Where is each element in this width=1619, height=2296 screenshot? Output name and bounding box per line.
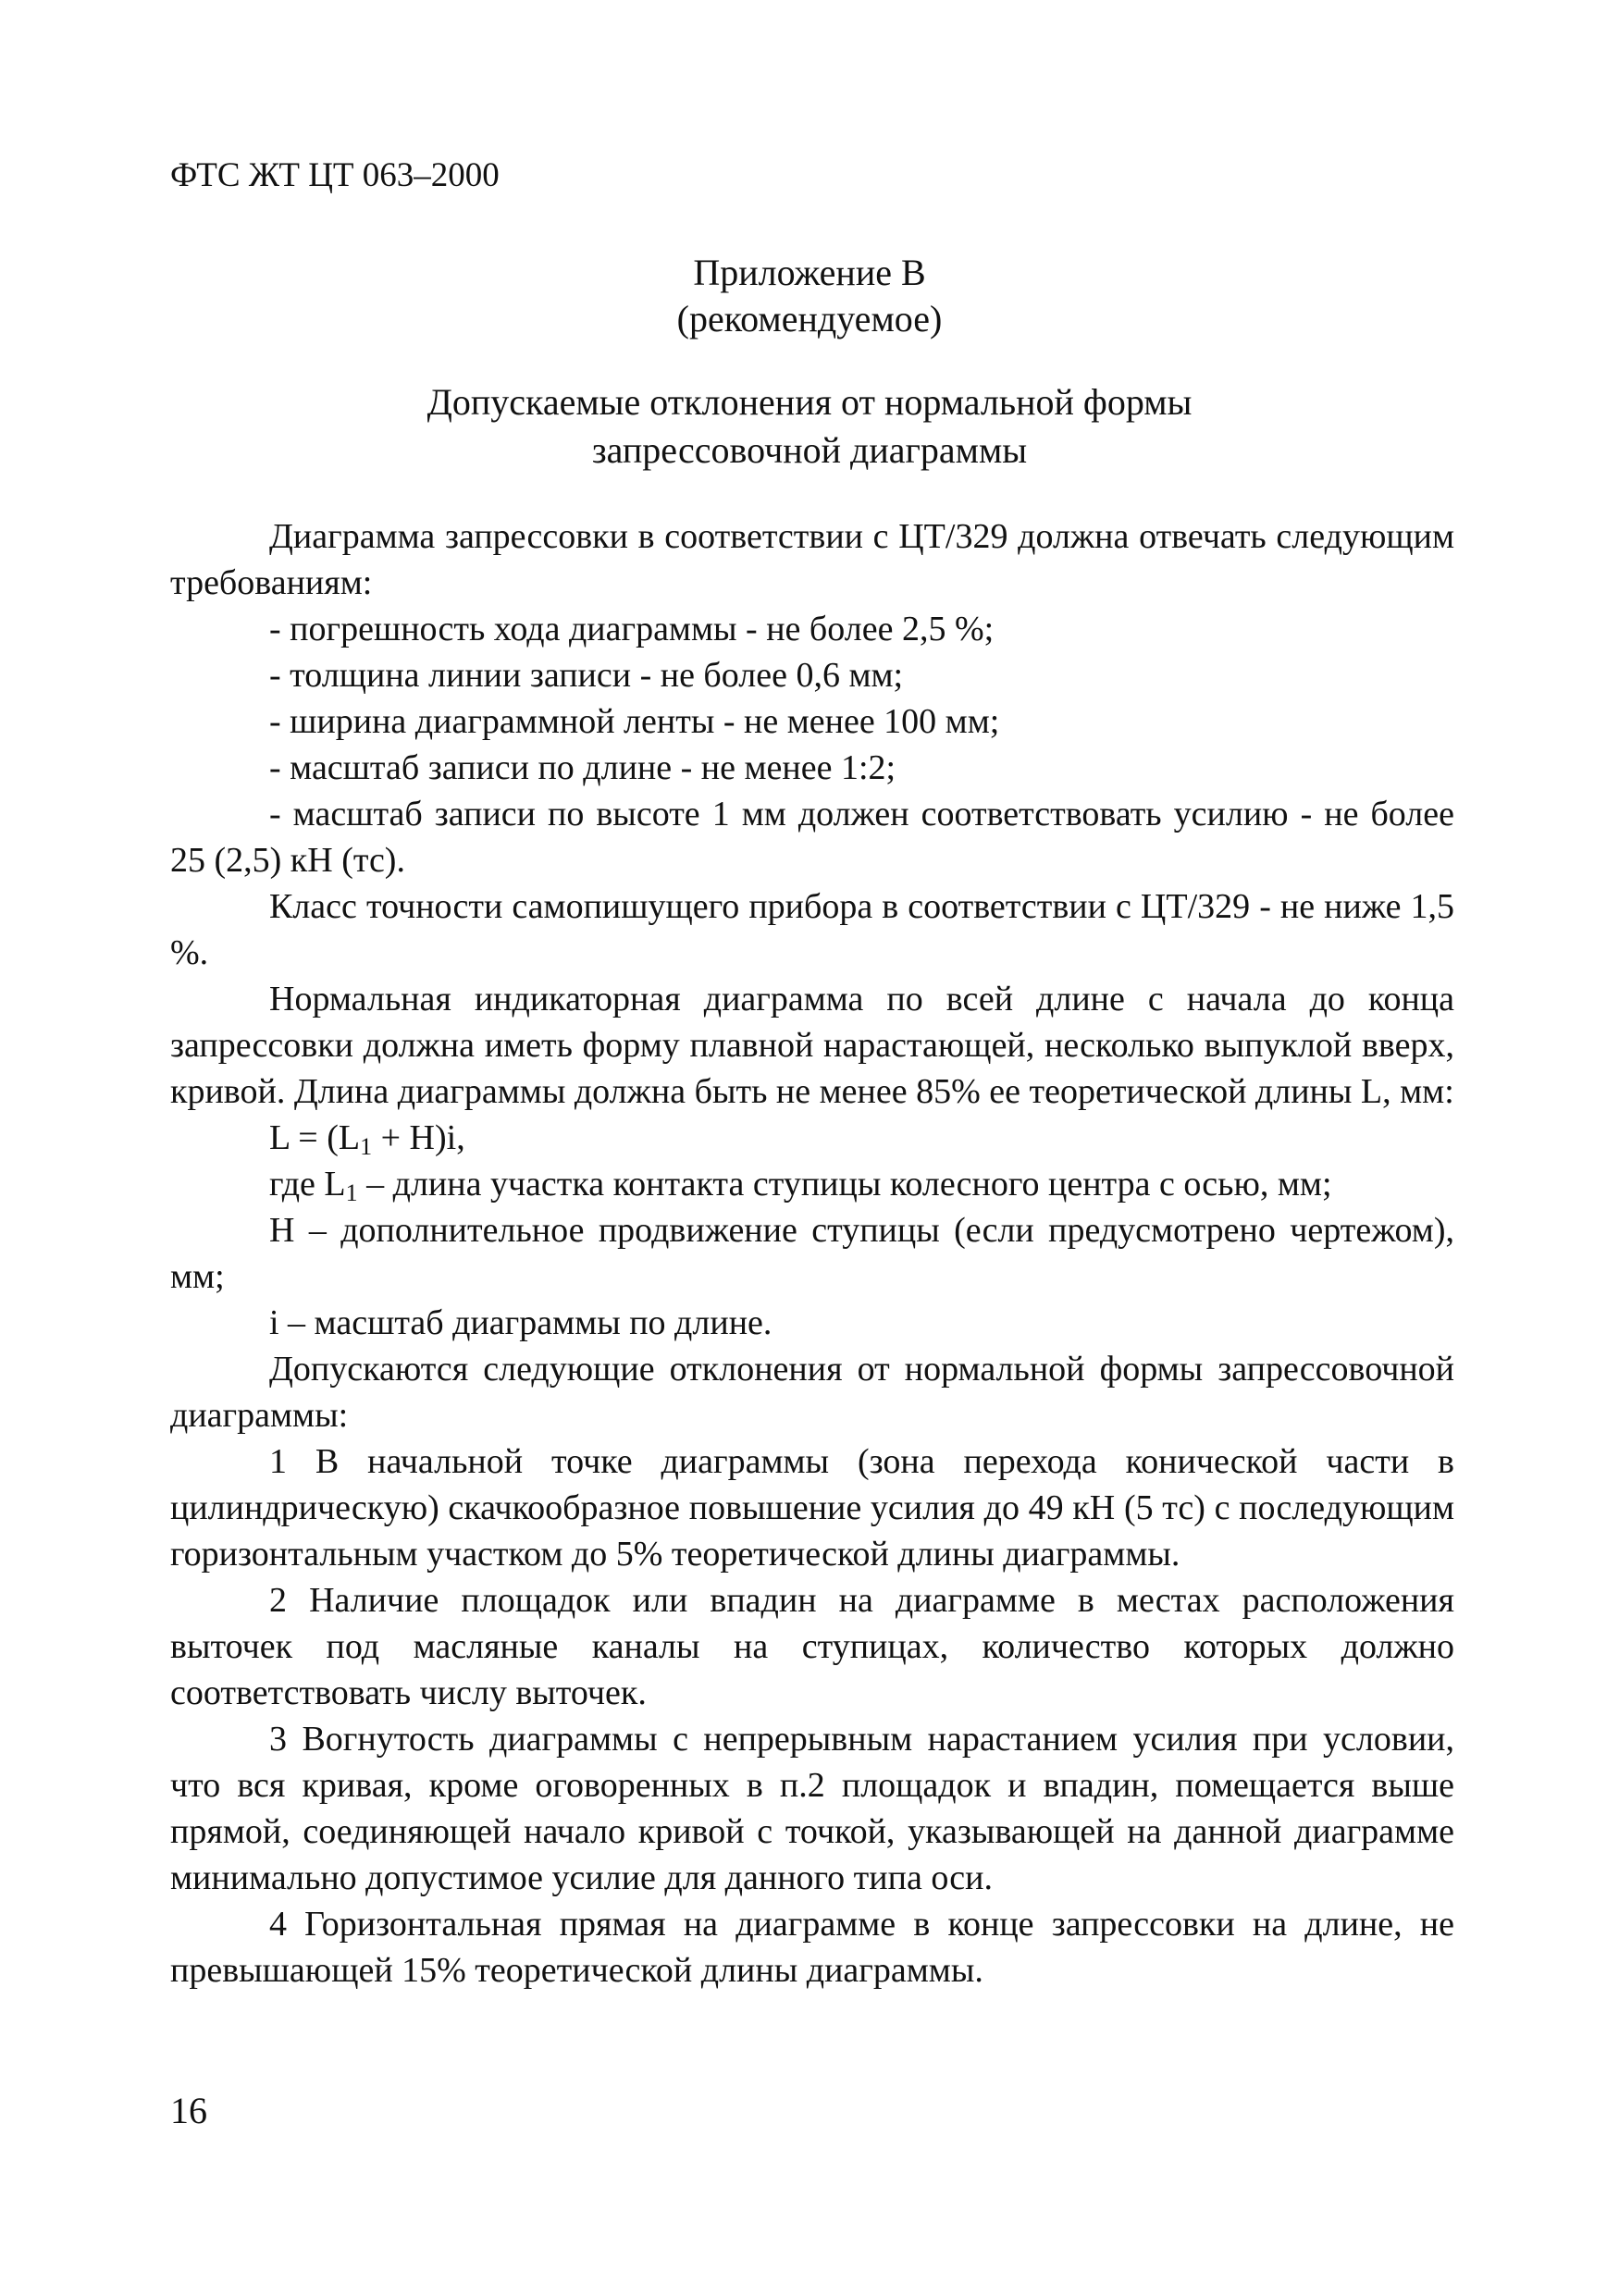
- paragraph-accuracy-class: Класс точности самопишущего прибора в соответствии с ЦТ/329 - не ниже 1,5 %.: [170, 887, 1454, 972]
- formula-subscript: 1: [360, 1133, 373, 1160]
- formula-lhs: L = (L: [269, 1118, 361, 1157]
- deviation-item-1: 1 В начальной точке диаграммы (зона перехода конической части в цилиндрическую) скачкообразное повышение усилия до 49 кН (5 тс) с последующим горизонтальным участком до 5% теоретической длины диаграммы.: [170, 1442, 1454, 1574]
- requirement-item: - толщина линии записи - не более 0,6 мм;: [269, 656, 904, 695]
- definition-h: Н – дополнительное продвижение ступицы (если предусмотрено чертежом), мм;: [170, 1211, 1454, 1296]
- requirement-item: - масштаб записи по длине - не менее 1:2;: [269, 748, 896, 787]
- length-formula: [170, 1115, 1454, 1161]
- paragraph-deviations-intro: Допускаются следующие отклонения от нормальной формы запрессовочной диаграммы:: [170, 1350, 1454, 1435]
- definition-l1-prefix: где L: [269, 1165, 346, 1204]
- section-heading-line-2: запрессовочной диаграммы: [591, 429, 1028, 471]
- page-number: 16: [170, 2090, 207, 2131]
- paragraph-requirements-intro: Диаграмма запрессовки в соответствии с ЦТ/329 должна отвечать следующим требованиям:: [170, 517, 1454, 602]
- requirement-item: - масштаб записи по высоте 1 мм должен соответствовать усилию - не более 25 (2,5) кН (тс).: [170, 795, 1454, 880]
- appendix-subtitle: (рекомендуемое): [676, 298, 943, 339]
- section-heading-line-1: Допускаемые отклонения от нормальной формы: [426, 381, 1193, 423]
- requirement-item: - погрешность хода диаграммы - не более 2,5 %;: [269, 610, 995, 648]
- definition-l1-text: – длина участка контакта ступицы колесного центра с осью, мм;: [357, 1165, 1332, 1204]
- formula-rhs: + H)i,: [372, 1118, 465, 1157]
- body-text: [170, 513, 1454, 1994]
- definition-i: i – масштаб диаграммы по длине.: [269, 1303, 772, 1342]
- deviation-item-4: 4 Горизонтальная прямая на диаграмме в конце запрессовки на длине, не превышающей 15% теоретической длины диаграммы.: [170, 1905, 1454, 1990]
- definition-l1-subscript: 1: [345, 1179, 358, 1206]
- paragraph-normal-diagram: Нормальная индикаторная диаграмма по всей длине с начала до конца запрессовки должна иметь форму плавной нарастающей, несколько выпуклой вверх, кривой. Длина диаграммы должна быть не менее 85% ее теоретической длины L, мм:: [170, 980, 1454, 1111]
- appendix-title: Приложение В: [693, 252, 926, 293]
- document-code-header: ФТС ЖТ ЦТ 063–2000: [170, 156, 500, 194]
- requirement-item: - ширина диаграммной ленты - не менее 100 мм;: [269, 702, 1000, 741]
- deviation-item-2: 2 Наличие площадок или впадин на диаграмме в местах расположения выточек под масляные каналы на ступицах, количество которых должно соответствовать числу выточек.: [170, 1581, 1454, 1712]
- deviation-item-3: 3 Вогнутость диаграммы с непрерывным нарастанием усилия при условии, что вся кривая, кроме оговоренных в п.2 площадок и впадин, помещается выше прямой, соединяющей начало кривой с точкой, указывающей на данной диаграмме минимально допустимое усилие для данного типа оси.: [170, 1720, 1454, 1897]
- definition-l1: [170, 1161, 1454, 1207]
